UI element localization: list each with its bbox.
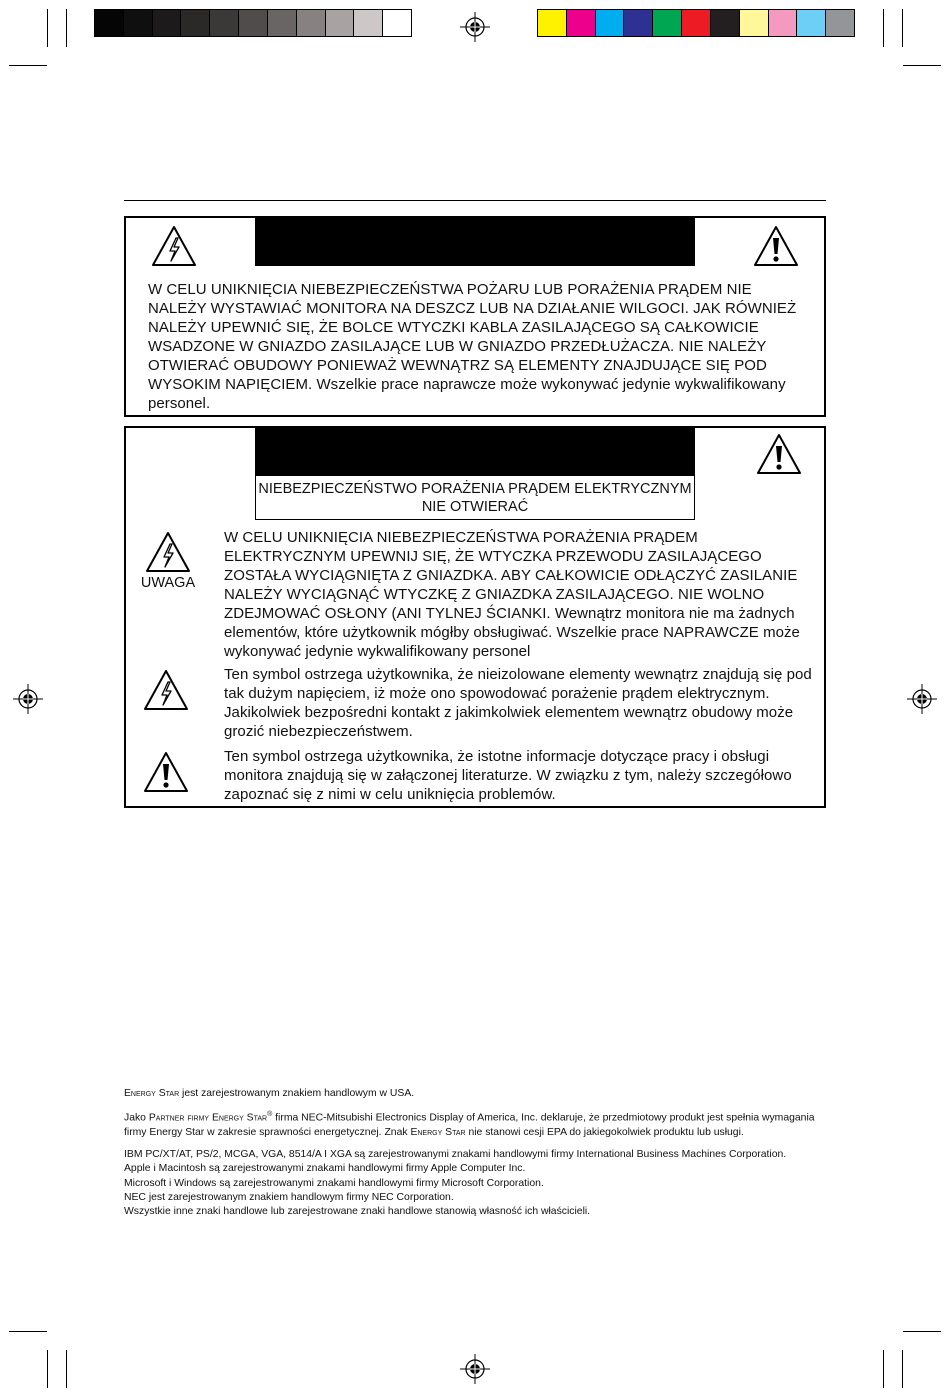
registration-mark-icon <box>460 12 490 42</box>
color-swatch <box>624 10 653 36</box>
color-swatch <box>95 10 124 36</box>
color-swatch <box>326 10 355 36</box>
partner-text-2: nie stanowi cesji EPA do jakiegokolwiek produktu lub usługi. <box>465 1127 744 1139</box>
partner-reg-mark: ® <box>267 1111 273 1119</box>
high-voltage-warning-icon <box>142 668 190 712</box>
grayscale-calibration-bar <box>94 9 412 37</box>
trademark-line: Wszystkie inne znaki handlowe lub zarejestrowane znaki handlowe stanowią własność ich właścicieli. <box>124 1206 591 1218</box>
color-swatch <box>682 10 711 36</box>
color-swatch <box>567 10 596 36</box>
high-voltage-warning-icon <box>150 224 198 268</box>
color-swatch <box>826 10 854 36</box>
partner-name: Partner firmy Energy Star <box>148 1112 268 1124</box>
registration-mark-icon <box>460 1354 490 1384</box>
registration-mark-icon <box>13 684 43 714</box>
color-calibration-bar <box>537 9 855 37</box>
color-swatch <box>124 10 153 36</box>
color-swatch <box>769 10 798 36</box>
color-swatch <box>297 10 326 36</box>
color-swatch <box>653 10 682 36</box>
color-swatch <box>596 10 625 36</box>
trademark-line: Microsoft i Windows są zarejestrowanymi znakami handlowymi firmy Microsoft Corporation. <box>124 1177 544 1189</box>
caution-main-text: W CELU UNIKNIĘCIA NIEBEZPIECZEŃSTWA PORAŻENIA PRĄDEM ELEKTRYCZNYM UPEWNIJ SIĘ, ŻE WTYCZKA PRZEWODU ZASILAJĄCEGO ZOSTAŁA WYCIĄGNIĘTA Z GNIAZDKA. ABY CAŁKOWICIE ODŁĄCZYĆ ZASILANIE NALEŻY WYCIĄGNĄĆ WTYCZKĘ Z GNIAZDKA ZASILAJĄCEGO. NIE WOLNO ZDEJMOWAĆ OSŁONY (ANI TYLNEJ ŚCIANKI. Wewnątrz monitora nie ma żadnych elementów, które użytkownik mógłby obsługiwać. Wszelkie prace NAPRAWCZE może wykonywać jedynie wykwalifikowany personel <box>224 529 800 660</box>
high-voltage-warning-icon <box>144 530 192 574</box>
color-swatch <box>711 10 740 36</box>
trademark-line: IBM PC/XT/AT, PS/2, MCGA, VGA, 8514/A I XGA są zarejestrowanymi znakami handlowymi firmy International Business Machines Corporation. <box>124 1148 787 1160</box>
uwaga-label: UWAGA <box>140 575 196 591</box>
trademark-line: Apple i Macintosh są zarejestrowanymi znakami handlowymi firmy Apple Computer Inc. <box>124 1163 526 1175</box>
color-swatch <box>383 10 411 36</box>
exclamation-warning-icon <box>142 750 190 794</box>
info-symbol-text: Ten symbol ostrzega użytkownika, że istotne informacje dotyczące pracy i obsługi monitora znajdują się w załączonej literaturze. W związku z tym, należy szczegółowo zapoznać się z nimi w celu uniknięcia problemów. <box>224 748 792 803</box>
partner-text-1: firma NEC-Mitsubishi Electronics Display of America, Inc. deklaruje, że przedmiotowy produkt jest spełnia wymagania firmy Energy Star w zakresie sprawności energetycznej. Znak <box>124 1112 815 1139</box>
warning-text: W CELU UNIKNIĘCIA NIEBEZPIECZEŃSTWA POŻARU LUB PORAŻENIA PRĄDEM NIE NALEŻY WYSTAWIAĆ MONITORA NA DESZCZ LUB NA DZIAŁANIE WILGOCI. JAK RÓWNIEŻ NALEŻY UPEWNIĆ SIĘ, ŻE BOLCE WTYCZKI KABLA ZASILAJĄCEGO SĄ CAŁKOWICIE WSADZONE W GNIAZDO ZASILAJĄCE LUB W GNIAZDO PRZEDŁUŻACZA. NIE NALEŻY OTWIERAĆ OBUDOWY PONIEWAŻ WEWNĄTRZ SĄ ELEMENTY ZNAJDUJĄCE SIĘ POD WYSOKIM NAPIĘCIEM. Wszelkie prace naprawcze może wykonywać jedynie wykwalifikowany personel. <box>148 281 797 412</box>
energy-star-note <box>124 1087 824 1101</box>
registration-mark-icon <box>907 684 937 714</box>
caution-banner-text: NIEBEZPIECZEŃSTWO PORAŻENIA PRĄDEM ELEKTRYCZNYM NIE OTWIERAĆ <box>255 476 695 520</box>
exclamation-warning-icon <box>752 224 800 268</box>
caution-title-bar <box>255 428 695 476</box>
trademark-line: NEC jest zarejestrowanym znakiem handlowym firmy NEC Corporation. <box>124 1191 454 1203</box>
energy-star-brand: Energy Star <box>124 1088 180 1099</box>
color-swatch <box>740 10 769 36</box>
energy-star-line: jest zarejestrowanym znakiem handlowym w USA. <box>179 1088 415 1099</box>
top-rule <box>124 200 826 201</box>
color-swatch <box>268 10 297 36</box>
energy-star-partner-note <box>124 1108 824 1140</box>
color-swatch <box>153 10 182 36</box>
color-swatch <box>181 10 210 36</box>
partner-prefix: Jako <box>124 1112 149 1124</box>
partner-brand-2: Energy Star <box>410 1127 466 1139</box>
exclamation-warning-icon <box>755 432 803 476</box>
color-swatch <box>210 10 239 36</box>
color-swatch <box>239 10 268 36</box>
footer-notes <box>124 1087 824 1220</box>
voltage-symbol-text: Ten symbol ostrzega użytkownika, że nieizolowane elementy wewnątrz znajdują się pod tak dużym napięciem, iż może ono spowodować porażenie prądem elektrycznym. Jakikolwiek bezpośredni kontakt z jakimkolwiek elementem wewnątrz obudowy może grozić niebezpieczeństwem. <box>224 666 812 740</box>
color-swatch <box>354 10 383 36</box>
warning-title-bar <box>255 218 695 266</box>
color-swatch <box>538 10 567 36</box>
color-swatch <box>797 10 826 36</box>
